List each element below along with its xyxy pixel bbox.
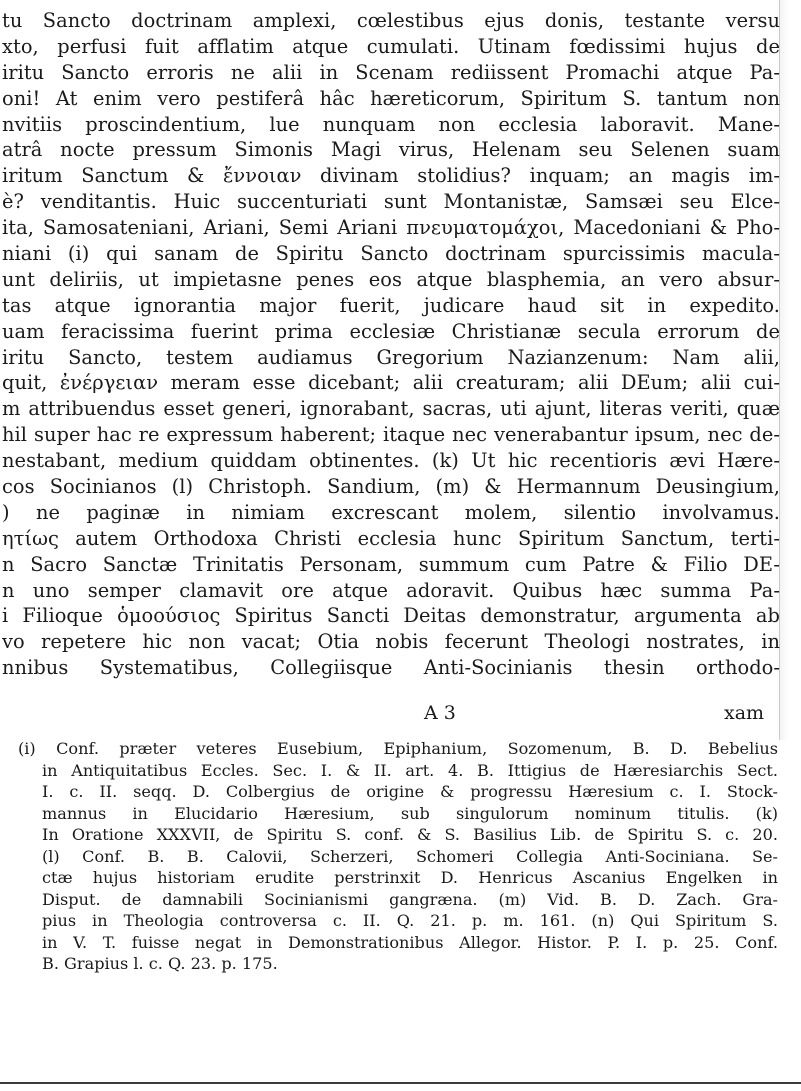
- text-line: vo repetere hic non vacat; Otia nobis fecerunt Theologi nostrates, in: [2, 630, 780, 654]
- page-bottom-rule: [0, 1082, 801, 1084]
- text-line: uam feracissima fuerint prima ecclesiæ Christianæ secula errorum de: [2, 319, 780, 343]
- text-line: nvitiis proscindentium, lue nunquam non ecclesia laboravit. Mane-: [2, 112, 780, 136]
- text-line: m attribuendus esset generi, ignorabant, sacras, uti ajunt, literas veriti, quæ: [2, 397, 780, 421]
- footnote-line: pius in Theologia controversa c. II. Q. 21. p. m. 161. (n) Qui Spiritum S.: [42, 911, 778, 931]
- footnote-line: in V. T. fuisse negat in Demonstrationibus Allegor. Histor. P. I. p. 25. Conf.: [42, 932, 778, 952]
- text-line: nestabant, medium quiddam obtinentes. (k) Ut hic recentioris ævi Hære-: [2, 449, 780, 473]
- catch-word: xam: [724, 702, 765, 724]
- text-line: i Filioque ὁμοούσιος Spiritus Sancti Deitas demonstratur, argumenta ab: [2, 604, 780, 628]
- footnote-line: B. Grapius l. c. Q. 23. p. 175.: [42, 954, 278, 974]
- signature-line: [0, 700, 801, 726]
- footnote-line: (l) Conf. B. B. Calovii, Scherzeri, Schomeri Collegia Anti-Sociniana. Se-: [42, 846, 778, 866]
- text-line: iritu Sancto, testem audiamus Gregorium Nazianzenum: Nam alii,: [2, 345, 780, 369]
- page-edge-shadow: [779, 0, 789, 740]
- text-line: xto, perfusi fuit afflatim atque cumulati. Utinam fœdissimi hujus de: [2, 34, 780, 58]
- text-line: quit, ἐνέργειαν meram esse dicebant; alii creaturam; alii DEum; alii cui-: [2, 371, 780, 395]
- text-line: tu Sancto doctrinam amplexi, cœlestibus ejus donis, testante versu: [2, 9, 780, 32]
- text-line: è? venditantis. Huic succenturiati sunt Montanistæ, Samsæi seu Elce-: [2, 190, 780, 214]
- footnote-line: I. c. II. seqq. D. Colbergius de origine & progressu Hæresium c. I. Stock-: [42, 782, 778, 802]
- footnote-line: In Oratione XXXVII, de Spiritu S. conf. & S. Basilius Lib. de Spiritu S. c. 20.: [42, 825, 778, 845]
- footnotes-block: [18, 738, 778, 975]
- text-line: iritu Sancto erroris ne alii in Scenam rediissent Promachi atque Pa-: [2, 60, 780, 84]
- signature-mark: A 3: [424, 702, 456, 724]
- text-line: tas atque ignorantia major fuerit, judicare haud sit in expedito.: [2, 293, 780, 317]
- footnote-line: mannus in Elucidario Hæresium, sub singulorum nominum titulis. (k): [42, 803, 778, 823]
- footnote-line: Disput. de damnabili Socinianismi gangræna. (m) Vid. B. D. Zach. Gra-: [42, 889, 778, 909]
- text-line: oni! At enim vero pestiferâ hâc hæreticorum, Spiritum S. tantum non: [2, 86, 780, 110]
- footnote-line: (i) Conf. præter veteres Eusebium, Epiphanium, Sozomenum, B. D. Bebelius: [18, 739, 778, 758]
- text-line: niani (i) qui sanam de Spiritu Sancto doctrinam spurcissimis macula-: [2, 242, 780, 266]
- text-line: hil super hac re expressum haberent; itaque nec venerabantur ipsum, nec de-: [2, 423, 780, 447]
- text-line: atrâ nocte pressum Simonis Magi virus, Helenam seu Selenen suam: [2, 138, 780, 162]
- footnote-line: ctæ hujus historiam erudite perstrinxit D. Henricus Ascanius Engelken in: [42, 868, 778, 888]
- footnote-line: in Antiquitatibus Eccles. Sec. I. & II. art. 4. B. Ittigius de Hæresiarchis Sect.: [42, 760, 778, 780]
- text-line: unt deliriis, ut impietasne penes eos atque blasphemia, an vero absur-: [2, 267, 780, 291]
- text-line: nnibus Systematibus, Collegiisque Anti-Socinianis thesin orthodo-: [2, 656, 780, 680]
- text-line: n uno semper clamavit ore atque adoravit. Quibus hæc summa Pa-: [2, 578, 780, 602]
- text-line: ) ne paginæ in nimiam excrescant molem, silentio involvamus.: [2, 500, 780, 524]
- text-line: ητίως autem Orthodoxa Christi ecclesia hunc Spiritum Sanctum, terti-: [2, 526, 780, 550]
- text-line: iritum Sanctum & ἔννοιαν divinam stolidius? inquam; an magis im-: [2, 164, 780, 188]
- main-text-block: [2, 8, 780, 681]
- text-line: n Sacro Sanctæ Trinitatis Personam, summum cum Patre & Filio DE-: [2, 552, 780, 576]
- text-line: cos Socinianos (l) Christoph. Sandium, (m) & Hermannum Deusingium,: [2, 475, 780, 499]
- text-line: ita, Samosateniani, Ariani, Semi Ariani πνευματομάχοι, Macedoniani & Pho-: [2, 216, 780, 240]
